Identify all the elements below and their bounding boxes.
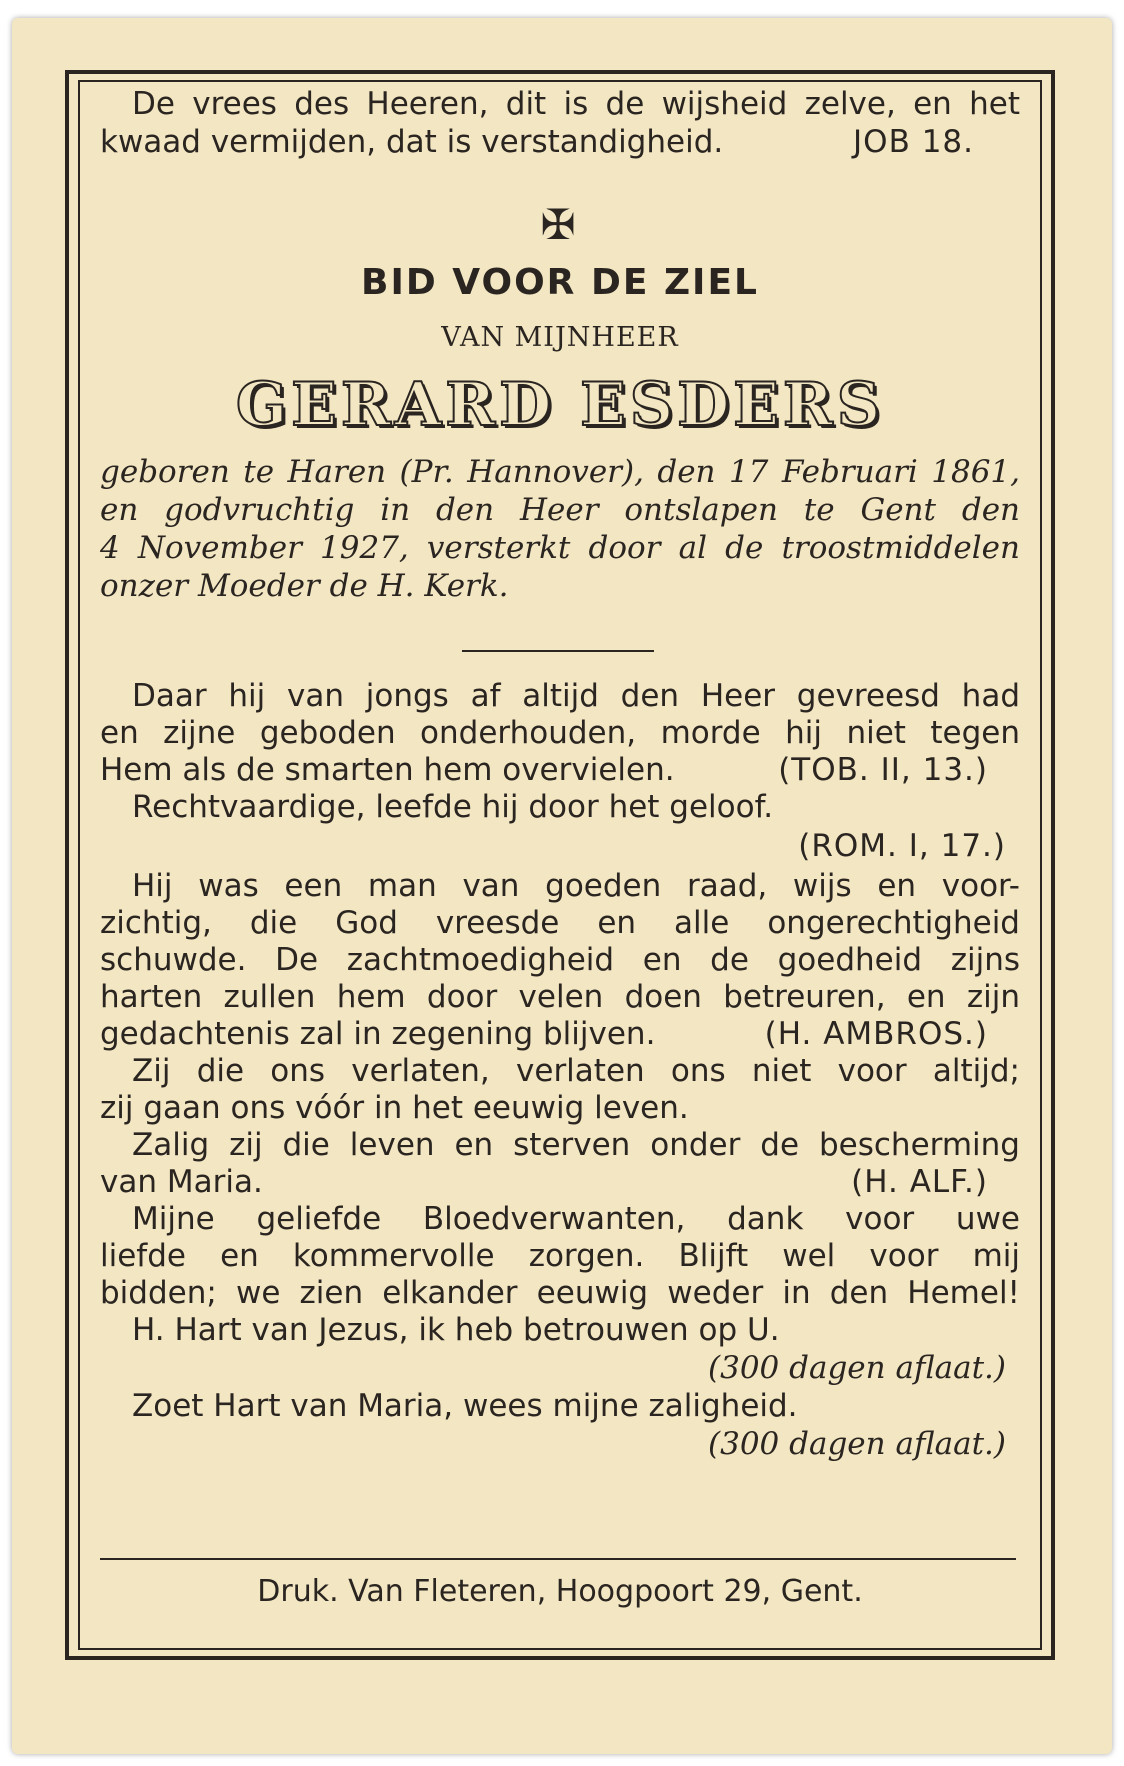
text-line xyxy=(100,1014,1020,1054)
text-line: zij gaan ons vóór in het eeuwig leven. xyxy=(100,1090,689,1126)
text-line: Hij was een man van goeden raad, wijs en voor- xyxy=(132,868,1020,904)
biography xyxy=(100,452,1020,612)
text-line: zichtig, die God vreesde en alle ongerechtigheid xyxy=(100,905,1020,941)
text-line: bidden; we zien elkander eeuwig weder in den Hemel! xyxy=(100,1275,1020,1311)
bible-reference: (ROM. I, 17.) xyxy=(798,828,1006,864)
bible-reference: (TOB. II, 13.) xyxy=(778,752,988,788)
text-line: H. Hart van Jezus, ik heb betrouwen op U. xyxy=(132,1312,780,1348)
text-line: Zalig zij die leven en sterven onder de bescherming xyxy=(132,1127,1020,1163)
printer-credit: Druk. Van Fleteren, Hoogpoort 29, Gent. xyxy=(257,1574,863,1609)
text-line: Mijne geliefde Bloedverwanten, dank voor uwe xyxy=(132,1201,1020,1237)
biography-line: 4 November 1927, versterkt door al de troostmiddelen xyxy=(100,530,1020,566)
biography-line: en godvruchtig in den Heer ontslapen te Gent den xyxy=(100,492,1020,528)
body-text xyxy=(100,676,1020,1536)
deceased-name: GERARD ESDERS xyxy=(235,370,885,440)
quote-line-1: De vrees des Heeren, dit is de wijsheid zelve, en het xyxy=(132,86,1020,122)
bible-reference: (H. ALF.) xyxy=(851,1164,988,1200)
text-line: Daar hij van jongs af altijd den Heer gevreesd had xyxy=(132,678,1020,714)
indulgence-note: (300 dagen aflaat.) xyxy=(708,1426,1006,1462)
text-line xyxy=(100,750,1020,790)
biography-line: geboren te Haren (Pr. Hannover), den 17 Februari 1861, xyxy=(100,454,1020,490)
footer-divider xyxy=(100,1558,1016,1560)
quote-line-2 xyxy=(100,122,1020,162)
bible-reference: (H. AMBROS.) xyxy=(764,1016,988,1052)
text-line: Zoet Hart van Maria, wees mijne zaligheid. xyxy=(132,1388,798,1424)
text-line: schuwde. De zachtmoedigheid en de goedheid zijns xyxy=(100,942,1020,978)
subtitle: VAN MIJNHEER xyxy=(441,322,679,353)
indulgence-note: (300 dagen aflaat.) xyxy=(708,1350,1006,1386)
text-line xyxy=(100,1162,1020,1202)
text-line: en zijne geboden onderhouden, morde hij niet tegen xyxy=(100,715,1020,751)
text-line-content: van Maria. xyxy=(100,1164,263,1200)
page-title: BID VOOR DE ZIEL xyxy=(361,262,759,303)
biography-line: onzer Moeder de H. Kerk. xyxy=(100,568,509,604)
text-line-content: Hem als de smarten hem overvielen. xyxy=(100,752,675,788)
cross-icon: ✠ xyxy=(540,200,576,249)
quote-reference: JOB 18. xyxy=(853,124,974,160)
quote-line-2-text: kwaad vermijden, dat is verstandigheid. xyxy=(100,124,724,160)
opening-quote xyxy=(100,84,1020,174)
divider xyxy=(462,650,654,652)
text-line: Rechtvaardige, leefde hij door het geloof. xyxy=(132,789,774,825)
text-line-content: gedachtenis zal in zegening blijven. xyxy=(100,1016,656,1052)
text-line: liefde en kommervolle zorgen. Blijft wel voor mij xyxy=(100,1238,1020,1274)
text-line: harten zullen hem door velen doen betreuren, en zijn xyxy=(100,979,1020,1015)
text-line: Zij die ons verlaten, verlaten ons niet voor altijd; xyxy=(132,1053,1020,1089)
